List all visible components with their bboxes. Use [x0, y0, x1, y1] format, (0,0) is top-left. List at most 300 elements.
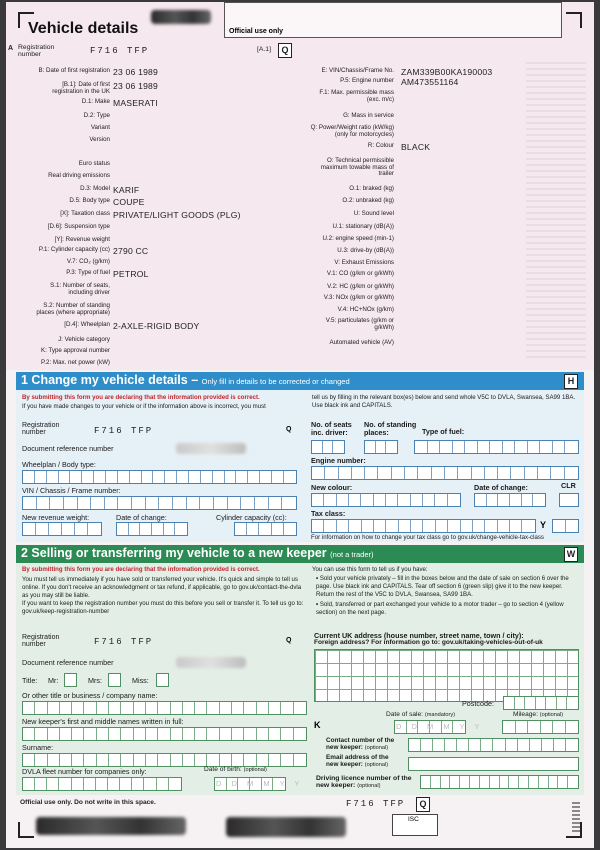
- input-cell[interactable]: [232, 754, 244, 766]
- input-cell[interactable]: [423, 494, 435, 506]
- input-cell[interactable]: [94, 471, 106, 483]
- input-cell[interactable]: [183, 702, 195, 714]
- input-cell[interactable]: [105, 497, 119, 509]
- input-cell[interactable]: [392, 467, 405, 479]
- input-cell[interactable]: [365, 441, 376, 453]
- input-cell[interactable]: [140, 523, 152, 535]
- input-cell[interactable]: [84, 754, 96, 766]
- input-cell[interactable]: [60, 702, 72, 714]
- input-cell[interactable]: [557, 697, 568, 709]
- input-cell[interactable]: [542, 739, 554, 751]
- s2-surname-label: Surname:: [22, 743, 54, 752]
- input-cell[interactable]: [312, 467, 325, 479]
- input-cell[interactable]: [511, 467, 524, 479]
- s2-keeper-names-input[interactable]: [22, 727, 307, 741]
- input-cell[interactable]: [457, 739, 469, 751]
- input-cell[interactable]: [433, 739, 445, 751]
- s1-cylinder-input[interactable]: [234, 522, 297, 536]
- input-cell[interactable]: [361, 494, 373, 506]
- s1-engine-input[interactable]: [311, 466, 579, 480]
- input-cell[interactable]: [97, 702, 109, 714]
- input-cell[interactable]: [566, 520, 579, 532]
- input-cell[interactable]: [146, 754, 158, 766]
- input-cell[interactable]: [518, 739, 530, 751]
- input-cell[interactable]: [195, 728, 207, 740]
- input-cell[interactable]: [207, 702, 219, 714]
- input-cell[interactable]: [549, 776, 559, 788]
- input-cell[interactable]: [62, 523, 75, 535]
- input-cell[interactable]: [398, 494, 410, 506]
- input-cell[interactable]: [65, 674, 76, 686]
- input-cell[interactable]: [109, 702, 121, 714]
- input-cell[interactable]: [260, 471, 272, 483]
- input-cell[interactable]: [337, 520, 349, 532]
- input-cell[interactable]: [171, 702, 183, 714]
- input-cell[interactable]: [525, 467, 538, 479]
- input-cell[interactable]: [487, 494, 499, 506]
- input-cell[interactable]: [48, 702, 60, 714]
- input-cell[interactable]: [189, 471, 201, 483]
- s2-surname-input[interactable]: [22, 753, 307, 767]
- input-cell[interactable]: [458, 467, 471, 479]
- input-cell[interactable]: [37, 497, 51, 509]
- input-cell[interactable]: [49, 523, 62, 535]
- input-cell[interactable]: [498, 520, 510, 532]
- s1-revenue-weight-input[interactable]: [22, 522, 102, 536]
- s2-email-input[interactable]: [408, 757, 579, 771]
- input-cell[interactable]: [60, 728, 72, 740]
- input-cell[interactable]: [257, 702, 269, 714]
- input-cell[interactable]: [411, 520, 423, 532]
- input-cell[interactable]: [257, 728, 269, 740]
- input-cell[interactable]: [244, 728, 256, 740]
- input-cell[interactable]: [207, 728, 219, 740]
- input-cell[interactable]: [159, 497, 173, 509]
- input-cell[interactable]: [213, 471, 225, 483]
- input-cell[interactable]: [220, 728, 232, 740]
- input-cell[interactable]: [118, 497, 132, 509]
- input-cell[interactable]: [183, 754, 195, 766]
- input-cell[interactable]: [498, 467, 511, 479]
- input-cell[interactable]: [152, 523, 164, 535]
- input-cell[interactable]: [349, 520, 361, 532]
- input-cell[interactable]: [169, 778, 181, 790]
- input-cell[interactable]: [78, 497, 92, 509]
- input-cell[interactable]: [84, 702, 96, 714]
- input-cell[interactable]: [70, 471, 82, 483]
- input-cell[interactable]: [235, 523, 247, 535]
- input-cell[interactable]: [158, 754, 170, 766]
- input-cell[interactable]: [146, 728, 158, 740]
- s2-postcode-input[interactable]: [503, 696, 579, 710]
- input-cell[interactable]: [120, 778, 132, 790]
- input-cell[interactable]: [91, 497, 105, 509]
- input-cell[interactable]: [386, 520, 398, 532]
- input-cell[interactable]: [164, 523, 176, 535]
- s1-tax-y-input[interactable]: [552, 519, 579, 533]
- input-cell[interactable]: [129, 523, 141, 535]
- input-cell[interactable]: [269, 497, 283, 509]
- input-cell[interactable]: [144, 778, 156, 790]
- input-cell[interactable]: [88, 523, 101, 535]
- input-cell[interactable]: [478, 441, 491, 453]
- input-cell[interactable]: [244, 754, 256, 766]
- input-cell[interactable]: [352, 467, 365, 479]
- input-cell[interactable]: [536, 697, 547, 709]
- input-cell[interactable]: [560, 494, 578, 506]
- input-cell[interactable]: [440, 441, 453, 453]
- input-cell[interactable]: [475, 494, 487, 506]
- input-cell[interactable]: [59, 471, 71, 483]
- input-cell[interactable]: [225, 471, 237, 483]
- input-cell[interactable]: [195, 754, 207, 766]
- s1-tax-input[interactable]: [311, 519, 536, 533]
- input-cell[interactable]: [220, 754, 232, 766]
- input-cell[interactable]: [421, 776, 431, 788]
- s2-mileage-input[interactable]: [502, 720, 579, 734]
- s1-fuel-input[interactable]: [414, 440, 579, 454]
- input-cell[interactable]: [498, 494, 510, 506]
- input-cell[interactable]: [106, 471, 118, 483]
- input-cell[interactable]: [220, 702, 232, 714]
- input-cell[interactable]: [47, 778, 59, 790]
- input-cell[interactable]: [134, 728, 146, 740]
- input-cell[interactable]: [312, 520, 324, 532]
- input-cell[interactable]: [312, 494, 324, 506]
- input-cell[interactable]: [448, 520, 460, 532]
- input-cell[interactable]: [236, 471, 248, 483]
- input-cell[interactable]: [72, 778, 84, 790]
- vehicle-field-value: 23 06 1989: [113, 67, 159, 77]
- input-cell[interactable]: [183, 728, 195, 740]
- input-cell[interactable]: [272, 523, 284, 535]
- input-cell[interactable]: [500, 776, 510, 788]
- input-cell[interactable]: [362, 520, 374, 532]
- input-cell[interactable]: [269, 702, 281, 714]
- vehicle-field-label: S.2: Number of standing places (where appropriate): [36, 302, 110, 316]
- s2-fleet-input[interactable]: [22, 777, 182, 791]
- input-cell[interactable]: [200, 497, 214, 509]
- input-cell[interactable]: [228, 497, 242, 509]
- input-cell[interactable]: [415, 441, 428, 453]
- input-cell[interactable]: [522, 494, 534, 506]
- input-cell[interactable]: [259, 523, 271, 535]
- input-cell[interactable]: [187, 497, 201, 509]
- input-cell[interactable]: [195, 702, 207, 714]
- input-cell[interactable]: [522, 520, 534, 532]
- input-cell[interactable]: [465, 441, 478, 453]
- input-cell[interactable]: [565, 441, 578, 453]
- input-cell[interactable]: [244, 702, 256, 714]
- input-cell[interactable]: [173, 497, 187, 509]
- input-cell[interactable]: [132, 778, 144, 790]
- s2-mr-checkbox[interactable]: [64, 673, 77, 687]
- input-cell[interactable]: [35, 471, 47, 483]
- input-cell[interactable]: [470, 776, 480, 788]
- input-cell[interactable]: [558, 776, 568, 788]
- s1-seats-input[interactable]: [311, 440, 345, 454]
- input-cell[interactable]: [460, 776, 470, 788]
- input-cell[interactable]: [551, 467, 564, 479]
- vehicle-field-label: G: Mass in service: [343, 112, 394, 119]
- input-cell[interactable]: [97, 728, 109, 740]
- input-cell[interactable]: [269, 728, 281, 740]
- input-cell[interactable]: [48, 728, 60, 740]
- input-cell[interactable]: [528, 721, 541, 733]
- input-cell[interactable]: [378, 467, 391, 479]
- s2-address-grid[interactable]: [314, 649, 579, 702]
- input-cell[interactable]: [568, 776, 578, 788]
- input-cell[interactable]: [146, 497, 160, 509]
- input-cell[interactable]: [281, 702, 293, 714]
- input-cell[interactable]: [23, 523, 36, 535]
- input-cell[interactable]: [257, 754, 269, 766]
- input-cell[interactable]: [448, 494, 460, 506]
- input-cell[interactable]: [82, 471, 94, 483]
- input-cell[interactable]: [399, 520, 411, 532]
- input-cell[interactable]: [72, 728, 84, 740]
- input-cell[interactable]: [566, 739, 578, 751]
- input-cell[interactable]: [553, 721, 566, 733]
- input-cell[interactable]: [294, 728, 306, 740]
- input-cell[interactable]: [529, 776, 539, 788]
- input-cell[interactable]: [158, 728, 170, 740]
- input-cell[interactable]: [142, 471, 154, 483]
- input-cell[interactable]: [312, 441, 323, 453]
- input-cell[interactable]: [130, 471, 142, 483]
- input-cell[interactable]: [554, 739, 566, 751]
- input-cell[interactable]: [96, 778, 108, 790]
- input-cell[interactable]: [50, 497, 64, 509]
- input-cell[interactable]: [59, 778, 71, 790]
- input-cell[interactable]: [432, 467, 445, 479]
- input-cell[interactable]: [506, 739, 518, 751]
- input-cell[interactable]: [84, 728, 96, 740]
- input-cell[interactable]: [337, 494, 349, 506]
- input-cell[interactable]: [386, 494, 398, 506]
- input-cell[interactable]: [339, 467, 352, 479]
- input-cell[interactable]: [23, 702, 35, 714]
- s2-miss-checkbox[interactable]: [156, 673, 169, 687]
- input-cell[interactable]: [281, 754, 293, 766]
- input-cell[interactable]: [510, 494, 522, 506]
- input-cell[interactable]: [528, 441, 541, 453]
- input-cell[interactable]: [431, 776, 441, 788]
- s1-colour-input[interactable]: [311, 493, 461, 507]
- input-cell[interactable]: [411, 494, 423, 506]
- input-cell[interactable]: [490, 776, 500, 788]
- input-cell[interactable]: [538, 467, 551, 479]
- input-cell[interactable]: [515, 697, 526, 709]
- input-cell[interactable]: [272, 471, 284, 483]
- input-cell[interactable]: [530, 739, 542, 751]
- input-cell[interactable]: [453, 441, 466, 453]
- input-cell[interactable]: [540, 441, 553, 453]
- input-cell[interactable]: [469, 739, 481, 751]
- input-cell[interactable]: [428, 441, 441, 453]
- input-cell[interactable]: [386, 441, 397, 453]
- input-cell[interactable]: [504, 697, 515, 709]
- input-cell[interactable]: [97, 754, 109, 766]
- input-cell[interactable]: [121, 702, 133, 714]
- input-cell[interactable]: [134, 754, 146, 766]
- input-cell[interactable]: [117, 523, 129, 535]
- input-cell[interactable]: [423, 520, 435, 532]
- input-cell[interactable]: [503, 441, 516, 453]
- input-cell[interactable]: [232, 702, 244, 714]
- input-cell[interactable]: [481, 739, 493, 751]
- input-cell[interactable]: [436, 520, 448, 532]
- input-cell[interactable]: [441, 776, 451, 788]
- input-cell[interactable]: [121, 754, 133, 766]
- input-cell[interactable]: [503, 721, 516, 733]
- input-cell[interactable]: [435, 494, 447, 506]
- input-cell[interactable]: [153, 471, 165, 483]
- input-cell[interactable]: [445, 739, 457, 751]
- input-cell[interactable]: [553, 520, 566, 532]
- input-cell[interactable]: [48, 754, 60, 766]
- s1-date-change-input[interactable]: [116, 522, 188, 536]
- input-cell[interactable]: [516, 721, 529, 733]
- input-cell[interactable]: [365, 467, 378, 479]
- input-cell[interactable]: [232, 728, 244, 740]
- input-cell[interactable]: [248, 471, 260, 483]
- input-cell[interactable]: [157, 778, 169, 790]
- input-cell[interactable]: [409, 739, 421, 751]
- input-cell[interactable]: [47, 471, 59, 483]
- input-cell[interactable]: [553, 441, 566, 453]
- s2-other-title-input[interactable]: [22, 701, 307, 715]
- input-cell[interactable]: [72, 754, 84, 766]
- input-cell[interactable]: [247, 523, 259, 535]
- input-cell[interactable]: [405, 467, 418, 479]
- input-cell[interactable]: [109, 728, 121, 740]
- input-cell[interactable]: [480, 776, 490, 788]
- input-cell[interactable]: [472, 467, 485, 479]
- input-cell[interactable]: [450, 776, 460, 788]
- input-cell[interactable]: [418, 467, 431, 479]
- input-cell[interactable]: [490, 441, 503, 453]
- input-cell[interactable]: [241, 497, 255, 509]
- input-cell[interactable]: [134, 702, 146, 714]
- input-cell[interactable]: [485, 467, 498, 479]
- input-cell[interactable]: [157, 674, 168, 686]
- input-cell[interactable]: [35, 702, 47, 714]
- input-cell[interactable]: [282, 497, 296, 509]
- input-cell[interactable]: [23, 471, 35, 483]
- input-cell[interactable]: [284, 471, 296, 483]
- input-cell[interactable]: [566, 721, 579, 733]
- input-cell[interactable]: [565, 467, 578, 479]
- input-cell[interactable]: [294, 702, 306, 714]
- input-cell[interactable]: [374, 520, 386, 532]
- input-cell[interactable]: [269, 754, 281, 766]
- s1-wheelplan-input[interactable]: [22, 470, 297, 484]
- input-cell[interactable]: [294, 754, 306, 766]
- input-cell[interactable]: [349, 494, 361, 506]
- input-cell[interactable]: [325, 467, 338, 479]
- input-cell[interactable]: [281, 728, 293, 740]
- input-cell[interactable]: [72, 702, 84, 714]
- s1-standing-input[interactable]: [364, 440, 398, 454]
- input-cell[interactable]: [445, 467, 458, 479]
- input-cell[interactable]: [23, 497, 37, 509]
- input-cell[interactable]: [108, 778, 120, 790]
- s1-clr-input[interactable]: [559, 493, 579, 507]
- input-cell[interactable]: [36, 523, 49, 535]
- input-cell[interactable]: [171, 754, 183, 766]
- input-cell[interactable]: [533, 494, 545, 506]
- input-cell[interactable]: [539, 776, 549, 788]
- input-cell[interactable]: [567, 697, 578, 709]
- input-cell[interactable]: [35, 778, 47, 790]
- input-cell[interactable]: [146, 702, 158, 714]
- input-cell[interactable]: [323, 441, 334, 453]
- input-cell[interactable]: [546, 697, 557, 709]
- input-cell[interactable]: [376, 441, 387, 453]
- vehicle-field-label: U.2: engine speed (min-1): [322, 235, 394, 242]
- input-cell[interactable]: [84, 778, 96, 790]
- input-cell[interactable]: [109, 674, 120, 686]
- input-cell[interactable]: [171, 728, 183, 740]
- input-cell[interactable]: [284, 523, 296, 535]
- input-cell[interactable]: [421, 739, 433, 751]
- input-cell[interactable]: [493, 739, 505, 751]
- input-cell[interactable]: [23, 754, 35, 766]
- input-cell[interactable]: [519, 776, 529, 788]
- input-cell[interactable]: [177, 471, 189, 483]
- input-cell[interactable]: [515, 441, 528, 453]
- input-cell[interactable]: [207, 754, 219, 766]
- s1-colour-date-input[interactable]: [474, 493, 546, 507]
- input-cell[interactable]: [35, 728, 47, 740]
- input-cell[interactable]: [324, 520, 336, 532]
- input-cell[interactable]: [461, 520, 473, 532]
- input-cell[interactable]: [75, 523, 88, 535]
- input-cell[interactable]: [60, 754, 72, 766]
- input-cell[interactable]: [118, 471, 130, 483]
- input-cell[interactable]: [541, 721, 554, 733]
- input-cell[interactable]: [525, 697, 536, 709]
- input-cell[interactable]: [324, 494, 336, 506]
- s1-tax-info: For information on how to change your tax class go to gov.uk/change-vehicle-tax-class: [311, 534, 544, 541]
- input-cell[interactable]: [374, 494, 386, 506]
- s2-contact-input[interactable]: [408, 738, 579, 752]
- input-cell[interactable]: [64, 497, 78, 509]
- input-cell[interactable]: [158, 702, 170, 714]
- input-cell[interactable]: [165, 471, 177, 483]
- s1-vin-input[interactable]: [22, 496, 297, 510]
- section1-letter-box: H: [564, 374, 578, 389]
- input-cell[interactable]: [121, 728, 133, 740]
- input-cell[interactable]: [473, 520, 485, 532]
- input-cell[interactable]: [35, 754, 47, 766]
- input-cell[interactable]: [333, 441, 344, 453]
- input-cell[interactable]: [510, 520, 522, 532]
- input-cell[interactable]: [201, 471, 213, 483]
- s2-licence-input[interactable]: [420, 775, 579, 789]
- input-cell[interactable]: [132, 497, 146, 509]
- input-cell[interactable]: [23, 778, 35, 790]
- input-cell[interactable]: [214, 497, 228, 509]
- input-cell[interactable]: [255, 497, 269, 509]
- input-cell[interactable]: [109, 754, 121, 766]
- s2-mrs-checkbox[interactable]: [108, 673, 121, 687]
- input-cell[interactable]: [509, 776, 519, 788]
- input-cell[interactable]: [23, 728, 35, 740]
- input-cell[interactable]: [175, 523, 187, 535]
- input-cell[interactable]: [485, 520, 497, 532]
